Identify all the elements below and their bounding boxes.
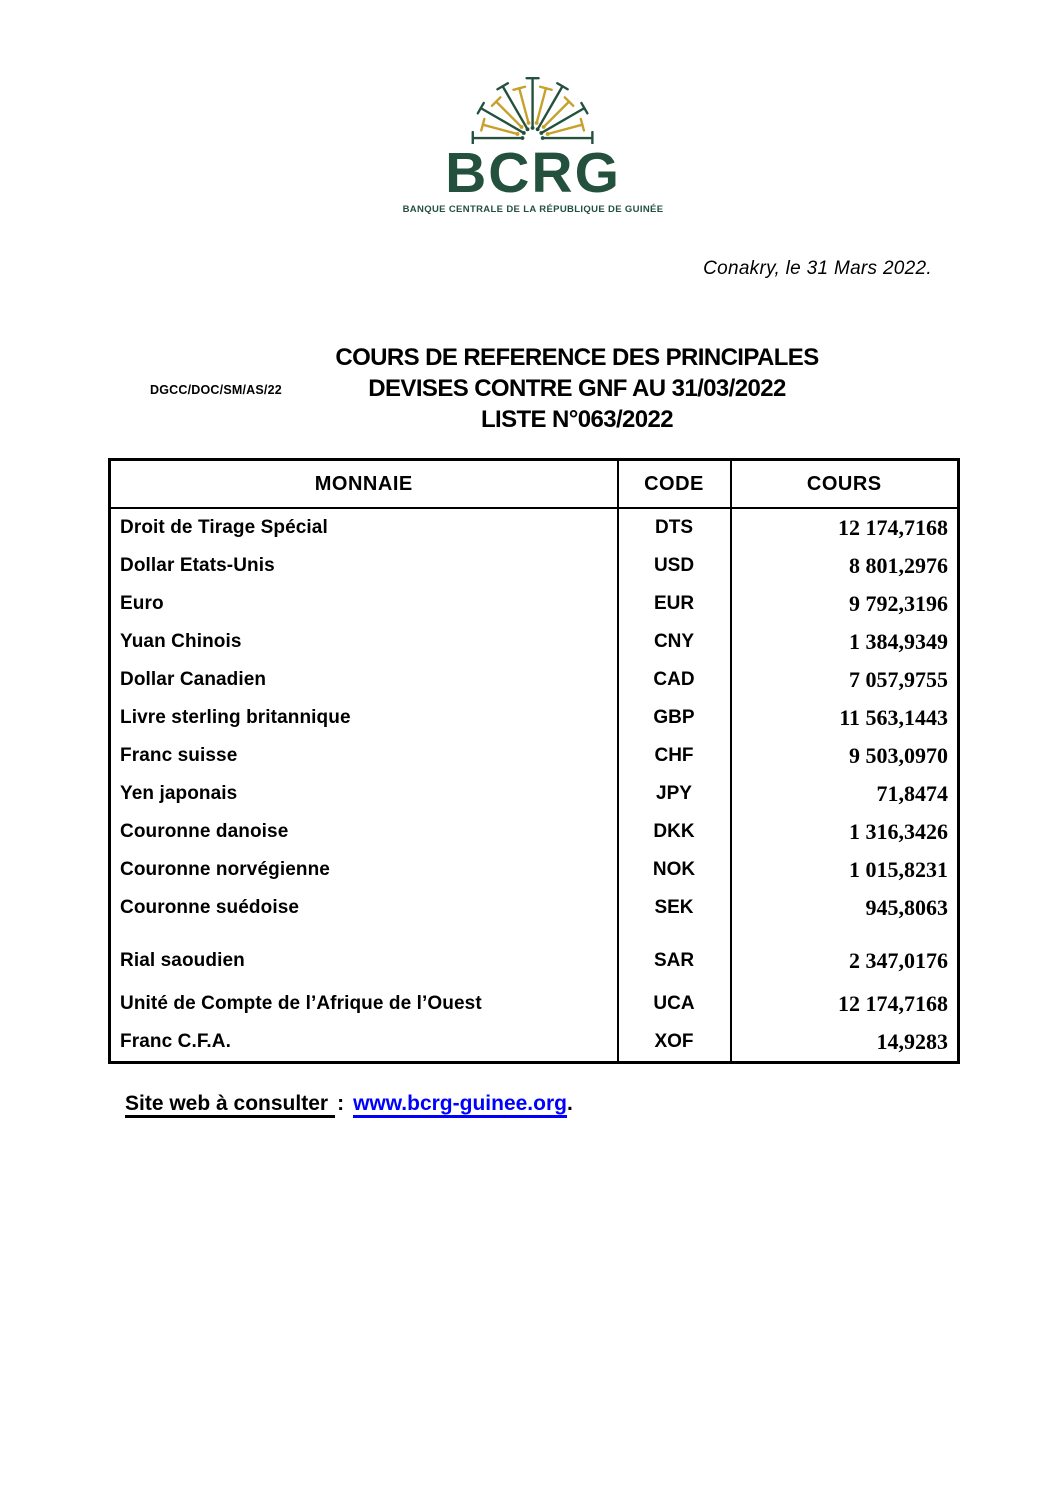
bcrg-sunburst-icon: [403, 64, 664, 144]
currency-name-cell: Dollar Canadien: [120, 669, 267, 690]
table-row: [110, 623, 959, 661]
currency-name-cell: Rial saoudien: [120, 949, 245, 971]
header-cours: COURS: [731, 460, 959, 509]
table-row: [110, 889, 959, 927]
table-row: [110, 661, 959, 699]
logo-acronym: BCRG: [445, 141, 621, 205]
website-link[interactable]: www.bcrg-guinee.org: [353, 1092, 567, 1118]
rate-value-cell: 8 801,2976: [731, 547, 959, 585]
currency-code-cell: DKK: [618, 813, 731, 851]
currency-name-cell: Franc C.F.A.: [120, 1031, 231, 1052]
rate-value-cell: 14,9283: [731, 1023, 959, 1063]
currency-code-cell: GBP: [618, 699, 731, 737]
currency-code-cell: CAD: [618, 661, 731, 699]
rate-value-cell: 945,8063: [731, 889, 959, 927]
table-row: [110, 851, 959, 889]
website-label: Site web à consulter: [125, 1092, 335, 1118]
title-line-2: DEVISES CONTRE GNF AU 31/03/2022: [368, 375, 786, 402]
table-row: [110, 508, 959, 547]
website-period: .: [566, 1092, 573, 1115]
title-line-1: COURS DE REFERENCE DES PRINCIPALES: [335, 344, 819, 371]
rate-value-cell: 2 347,0176: [731, 927, 959, 985]
date-line: Conakry, le 31 Mars 2022.: [703, 258, 932, 279]
currency-name-cell: Couronne danoise: [120, 821, 289, 842]
bcrg-logo: [403, 64, 664, 215]
document-title: [330, 342, 824, 435]
rates-table: [108, 458, 960, 1064]
currency-code-cell: XOF: [618, 1023, 731, 1063]
currency-code-cell: CNY: [618, 623, 731, 661]
currency-name-cell: Euro: [120, 593, 164, 614]
currency-name-cell: Couronne suédoise: [120, 897, 300, 918]
currency-name-cell: Unité de Compte de l’Afrique de l’Ouest: [120, 993, 482, 1014]
table-row: [110, 775, 959, 813]
table-row: [110, 927, 959, 985]
currency-name-cell: Droit de Tirage Spécial: [120, 517, 328, 538]
currency-code-cell: DTS: [618, 508, 731, 547]
table-row: [110, 813, 959, 851]
currency-code-cell: NOK: [618, 851, 731, 889]
rate-value-cell: 9 792,3196: [731, 585, 959, 623]
website-colon: :: [337, 1092, 345, 1115]
table-row: [110, 1023, 959, 1063]
table-row: [110, 985, 959, 1023]
currency-code-cell: CHF: [618, 737, 731, 775]
currency-name-cell: Dollar Etats-Unis: [120, 555, 275, 576]
rate-value-cell: 7 057,9755: [731, 661, 959, 699]
currency-code-cell: JPY: [618, 775, 731, 813]
currency-code-cell: SAR: [618, 927, 731, 985]
rate-value-cell: 12 174,7168: [731, 508, 959, 547]
rates-table-header: [110, 460, 959, 509]
table-row: [110, 737, 959, 775]
currency-code-cell: SEK: [618, 889, 731, 927]
currency-code-cell: UCA: [618, 985, 731, 1023]
logo-subtitle: BANQUE CENTRALE DE LA RÉPUBLIQUE DE GUINÉE: [402, 204, 664, 215]
rate-value-cell: 11 563,1443: [731, 699, 959, 737]
rate-value-cell: 9 503,0970: [731, 737, 959, 775]
currency-code-cell: EUR: [618, 585, 731, 623]
header-monnaie: MONNAIE: [110, 460, 618, 509]
table-row: [110, 699, 959, 737]
table-row: [110, 585, 959, 623]
currency-name-cell: Yuan Chinois: [120, 631, 242, 652]
rate-value-cell: 1 384,9349: [731, 623, 959, 661]
rate-value-cell: 1 316,3426: [731, 813, 959, 851]
currency-name-cell: Yen japonais: [120, 783, 238, 804]
header-row: [110, 460, 959, 509]
rates-table-body: [110, 508, 959, 1063]
website-line: [125, 1092, 573, 1116]
currency-code-cell: USD: [618, 547, 731, 585]
title-line-3: LISTE N°063/2022: [480, 406, 674, 433]
rate-value-cell: 71,8474: [731, 775, 959, 813]
header-code: CODE: [618, 460, 731, 509]
reference-code: DGCC/DOC/SM/AS/22: [150, 383, 282, 397]
currency-name-cell: Livre sterling britannique: [120, 707, 351, 728]
table-row: [110, 547, 959, 585]
currency-name-cell: Franc suisse: [120, 745, 238, 766]
rate-value-cell: 12 174,7168: [731, 985, 959, 1023]
rate-value-cell: 1 015,8231: [731, 851, 959, 889]
currency-name-cell: Couronne norvégienne: [120, 859, 330, 880]
